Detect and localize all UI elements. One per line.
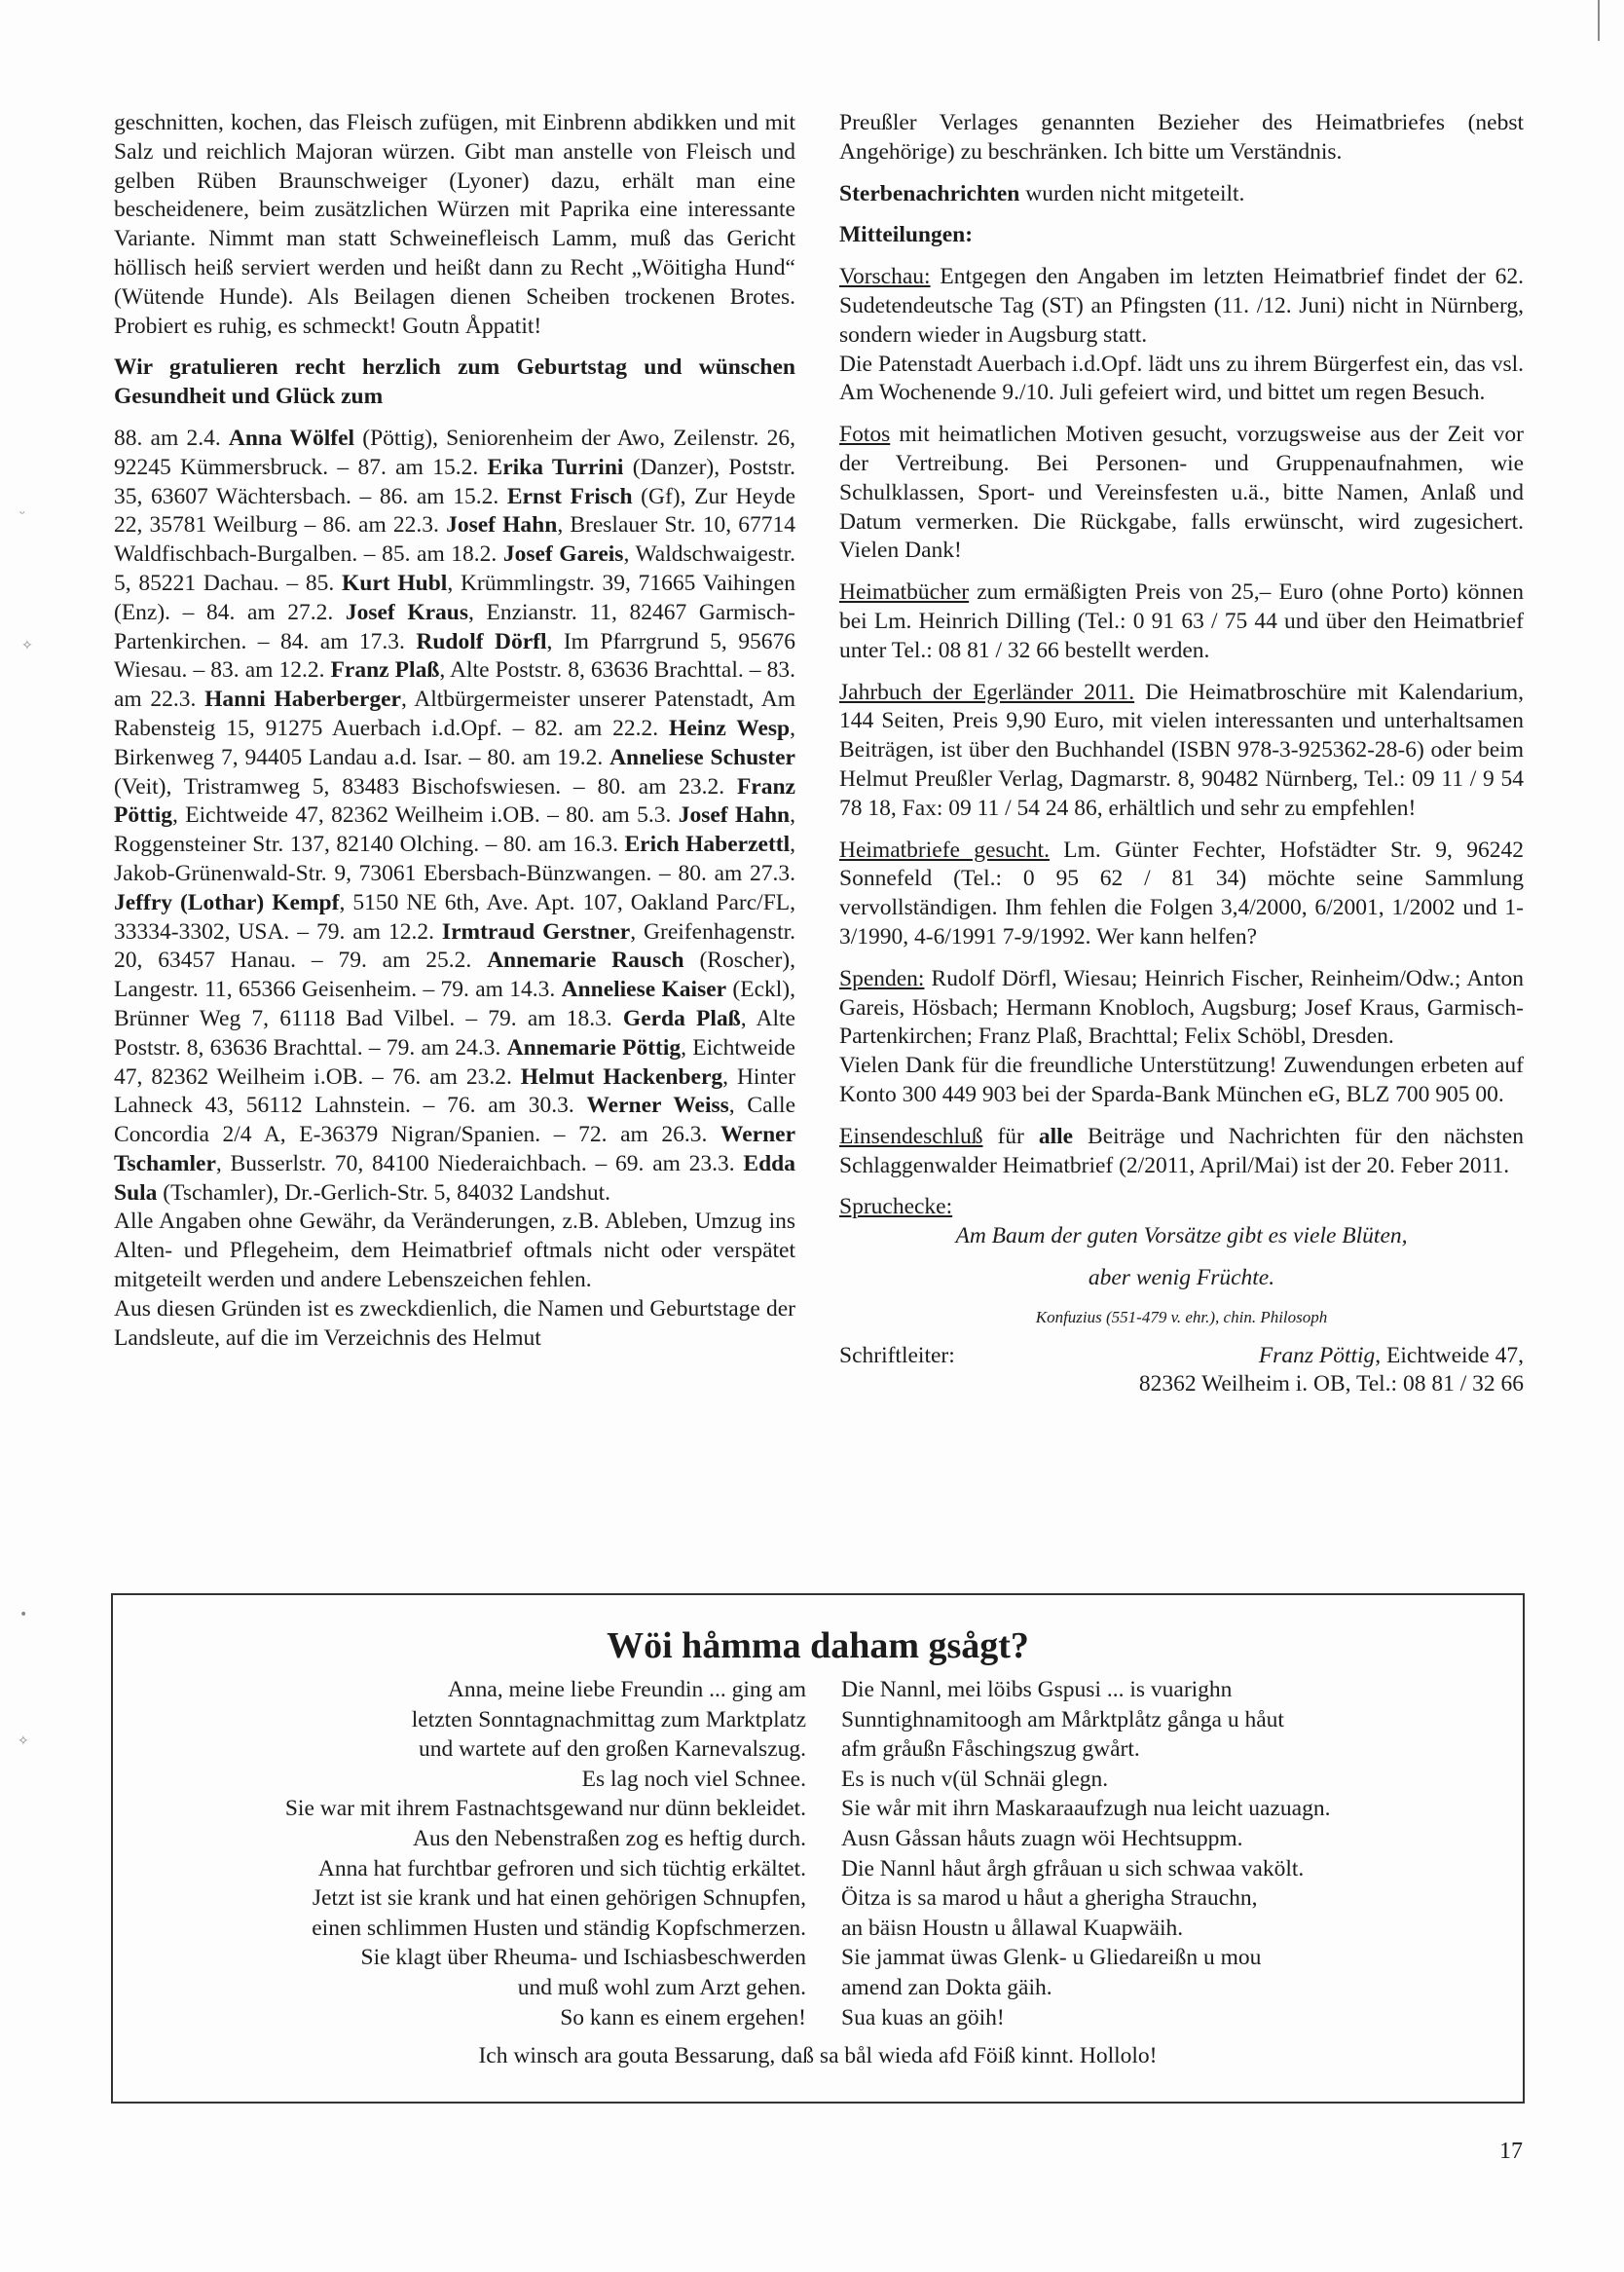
quote-source: Konfuzius (551-479 v. ehr.), chin. Philosoph (1035, 1307, 1328, 1326)
birthday-details-12: , Eichtweide 47, 82362 Weilheim i.OB. – 80. am 5.3. (172, 802, 679, 829)
birthday-details-19: , Alte Poststr. 8, 63636 Brachttal. – 79. am 24.3. (114, 1005, 795, 1061)
preview-paragraph (839, 263, 1524, 350)
dialect-line-8: an bäisn Houstn u ållawal Kuapwäih. (841, 1915, 1184, 1941)
birthday-name-21: Helmut Hackenberg (520, 1063, 723, 1090)
standard-line-0: Anna, meine liebe Freundin ... ging am (447, 1677, 806, 1702)
standard-line-5: Aus den Nebenstraßen zog es heftig durch. (413, 1825, 806, 1851)
birthday-details-24: (Tschamler), Dr.-Gerlich-Str. 5, 84032 Landshut. (157, 1179, 611, 1206)
birthday-details-9: , Altbürgermeister unserer Patenstadt, Am Rabensteig 15, 91275 Auerbach i.d.Opf. – 82. am 22.2. (114, 687, 795, 741)
birthday-name-15: Jeffry (Lothar) Kempf (114, 889, 340, 915)
birthday-name-20: Annemarie Pöttig (506, 1034, 682, 1061)
birthday-name-2: Ernst Frisch (506, 483, 633, 509)
continuation-paragraph: Preußler Verlages genannten Bezieher des Heimatbriefes (nebst Angehörige) zu beschränken. Ich bitte um Verständnis. (839, 110, 1524, 165)
birthday-name-1: Erika Turrini (487, 454, 624, 480)
birthday-name-4: Josef Gareis (502, 541, 624, 568)
quote-line-1: Am Baum der guten Vorsätze gibt es viele Blüten, (955, 1223, 1408, 1249)
birthday-name-7: Rudolf Dörfl (416, 628, 547, 654)
birthday-name-6: Josef Kraus (345, 599, 469, 625)
birthday-details-15: , 5150 NE 6th, Ave. Apt. 107, Oakland Parc/FL, 33334-3302, USA. – 79. am 12.2. (114, 889, 795, 945)
dialect-line-0: Die Nannl, mei löibs Gspusi ... is vuarighn (841, 1677, 1233, 1702)
dialect-line-1: Sunntighnamitoogh am Mårktplåtz gånga u håut (841, 1706, 1284, 1732)
birthday-name-8: Franz Plaß (330, 657, 440, 684)
birthday-name-23: Werner Tschamler (114, 1122, 795, 1176)
scan-edge-mark (1598, 0, 1600, 41)
dialect-line-7: Öitza is sa marod u håut a gherigha Strauchn, (841, 1885, 1258, 1912)
editor-addr-1: , Eichtweide 47, (1375, 1342, 1524, 1368)
scan-mark-2: ✧ (21, 638, 33, 653)
birthday-details-23: , Busserlstr. 70, 84100 Niederaichbach. – 69. am 23.3. (215, 1150, 744, 1176)
birthday-name-5: Kurt Hubl (341, 570, 448, 596)
birthday-name-0: Anna Wölfel (228, 425, 355, 451)
birthday-name-13: Josef Hahn (678, 802, 791, 829)
photos-paragraph (839, 421, 1524, 566)
birthday-name-16: Irmtraud Gerstner (441, 918, 631, 945)
dialect-line-9: Sie jammat üwas Glenk- u Gliedareißn u mou (841, 1945, 1262, 1971)
birthday-name-24: Edda Sula (114, 1150, 795, 1206)
thanks-paragraph: Vielen Dank für die freundliche Unterstützung! Zuwendungen erbeten auf Konto 300 449 903 bei der Sparda-Bank München eG, BLZ 700 905 00. (839, 1053, 1524, 1107)
dialect-line-5: Ausn Gåssan håuts zuagn wöi Hechtsuppm. (841, 1825, 1243, 1851)
deadline-bold: alle (1038, 1123, 1074, 1149)
books-text: zum ermäßigten Preis von 25,– Euro (ohne Porto) können bei Lm. Heinrich Dilling (Tel.: 0 91 63 / 75 44 und über den Heimatbrief unter Tel.: 08 81 / 32 66 bestellt werden. (839, 579, 1524, 663)
dialect-line-4: Sie wår mit ihrn Maskaraaufzugh nua leicht uazuagn. (841, 1796, 1331, 1822)
birthday-heading: Wir gratulieren recht herzlich zum Geburtstag und wünschen Gesundheit und Glück zum (114, 354, 795, 410)
scan-mark-1: ᵕ (19, 506, 25, 522)
birthday-details-17: (Roscher), Langestr. 11, 65366 Geisenheim. – 79. am 14.3. (114, 948, 795, 1003)
yearbook-label: Jahrbuch der Egerländer 2011. (839, 679, 1135, 705)
dialect-line-2: afm gråußn Fåschingszug gwårt. (841, 1736, 1140, 1763)
editor-addr-2: 82362 Weilheim i. OB, Tel.: 08 81 / 32 66 (1138, 1371, 1524, 1397)
recipe-paragraph: geschnitten, kochen, das Fleisch zufügen, mit Einbrenn abdikken und mit Salz und reichlich Majoran würzen. Gibt man anstelle von Fleisch und gelben Rüben Braunschweiger (Lyoner) dazu, erhält man eine bescheidenere, beim zusätzlichen Würzen mit Paprika eine interessante Variante. Nimmt man statt Schweinefleisch Lamm, muß das Gericht höllisch heiß serviert werden und heißt dann zu Recht „Wöitigha Hund“ (Wütende Hunde). Als Beilagen dienen Scheiben trockenen Brotes. Probiert es ruhig, es schmeckt! Goutn Åppatit! (114, 110, 795, 339)
birthday-name-3: Josef Hahn (446, 512, 558, 539)
standard-line-1: letzten Sonntagnachmittag zum Marktplatz (411, 1706, 806, 1732)
editor-block (839, 1342, 1524, 1371)
birthday-name-17: Annemarie Rausch (487, 948, 684, 974)
birthday-details-0: (Pöttig), Seniorenheim der Awo, Zeilenstr. 26, 92245 Kümmersbruck. – 87. am 15.2. (114, 425, 795, 480)
birthday-details-1: (Danzer), Poststr. 35, 63607 Wächtersbach. – 86. am 15.2. (114, 454, 795, 509)
dialect-line-3: Es is nuch v(ül Schnäi glegn. (841, 1766, 1109, 1792)
disclaimer-paragraph: Alle Angaben ohne Gewähr, da Veränderungen, z.B. Ableben, Umzug ins Alten- und Pflegeheim, dem Heimatbrief oftmals nicht oder verspätet mitgeteilt werden und andere Lebenszeichen fehlen. (114, 1209, 795, 1293)
scan-mark-4: ✧ (18, 1733, 29, 1749)
birthday-details-7: , Im Pfarrgrund 5, 95676 Wiesau. – 83. am 12.2. (114, 628, 795, 684)
donations-text: Rudolf Dörfl, Wiesau; Heinrich Fischer, Reinheim/Odw.; Anton Gareis, Hösbach; Hermann Knobloch, Augsburg; Josef Kraus, Garmisch-Partenkirchen; Franz Plaß, Brachttal; Felix Schöbl, Dresden. (839, 965, 1524, 1050)
books-label: Heimatbücher (839, 579, 970, 606)
yearbook-text: Die Heimatbroschüre mit Kalendarium, 144 Seiten, Preis 9,90 Euro, mit vielen interessanten und unterhaltsamen Beiträgen, ist über den Buchhandel (ISBN 978-3-925362-28-6) oder beim Helmut Preußler Verlag, Dagmarstr. 8, 90482 Nürnberg, Tel.: 09 11 / 9 54 78 18, Fax: 09 11 / 54 24 86, erhältlich und sehr zu empfehlen! (839, 679, 1524, 821)
box-title: Wöi håmma daham gsågt? (607, 1625, 1029, 1666)
birthday-name-14: Erich Haberzettl (624, 832, 791, 858)
saying-label: Spruchecke: (839, 1194, 953, 1220)
reason-paragraph: Aus diesen Gründen ist es zweckdienlich, die Namen und Geburtstage der Landsleute, auf die im Verzeichnis des Helmut (114, 1295, 795, 1351)
birthday-details-16: , Greifenhagenstr. 20, 63457 Hanau. – 79. am 25.2. (114, 918, 796, 974)
birthday-name-9: Hanni Haberberger (204, 687, 401, 713)
deadline-mid: für (982, 1123, 1039, 1149)
wanted-text: Lm. Günter Fechter, Hofstädter Str. 9, 96242 Sonnefeld (Tel.: 0 95 62 / 81 34) möchte seine Sammlung vervollständigen. Ihm fehlen die Folgen 3,4/2000, 6/2001, 1/2002 und 1-3/1990, 4-6/1991 7-9/1992. Wer kann helfen? (839, 837, 1524, 950)
deadline-text: Beiträge und Nachrichten für den nächsten Schlaggenwalder Heimatbrief (2/2011, April/Mai) ist der 20. Feber 2011. (839, 1123, 1524, 1178)
photos-label: Fotos (839, 422, 891, 448)
yearbook-paragraph (839, 679, 1524, 824)
deadline-paragraph (839, 1123, 1524, 1181)
death-text: wurden nicht mitgeteilt. (1019, 180, 1245, 206)
wanted-paragraph (839, 837, 1524, 952)
wanted-label: Heimatbriefe gesucht. (839, 837, 1050, 863)
birthday-details-8: , Alte Poststr. 8, 63636 Brachttal. – 83. am 22.3. (114, 657, 795, 713)
birthday-details-10: , Birkenweg 7, 94405 Landau a.d. Isar. – 80. am 19.2. (114, 715, 795, 770)
birthday-details-14: , Jakob-Grünenwald-Str. 9, 73061 Ebersbach-Bünzwangen. – 80. am 27.3. (114, 832, 796, 886)
standard-line-7: Jetzt ist sie krank und hat einen gehörigen Schnupfen, (312, 1885, 806, 1912)
birthday-details-13: , Roggensteiner Str. 137, 82140 Olching. – 80. am 16.3. (114, 802, 795, 858)
editor-name: Franz Pöttig (1258, 1342, 1376, 1368)
editor-label: Schriftleiter: (839, 1342, 955, 1368)
standard-line-4: Sie war mit ihrem Fastnachtsgewand nur dünn bekleidet. (284, 1796, 806, 1822)
preview-label: Vorschau: (839, 264, 931, 290)
standard-line-10: und muß wohl zum Arzt gehen. (517, 1974, 806, 2000)
birthday-details-11: (Veit), Tristramweg 5, 83483 Bischofswiesen. – 80. am 23.2. (114, 773, 737, 800)
dialect-line-10: amend zan Dokta gäih. (841, 1974, 1052, 2000)
scan-mark-3: • (19, 1607, 28, 1622)
standard-line-9: Sie klagt über Rheuma- und Ischiasbeschwerden (360, 1945, 806, 1971)
birthday-details-21: , Hinter Lahneck 43, 56112 Lahnstein. – 76. am 30.3. (114, 1063, 795, 1119)
birthday-details-5: , Krümmlingstr. 39, 71665 Vaihingen (Enz). – 84. am 27.2. (114, 570, 795, 625)
preview-text: Entgegen den Angaben im letzten Heimatbrief findet der 62. Sudetendeutsche Tag (ST) an Pfingsten (11. /12. Juni) nicht in Nürnberg, sondern wieder in Augsburg statt. (839, 264, 1524, 348)
birthday-date-0: 88. am 2.4. (114, 425, 229, 451)
dialect-line-6: Die Nannl håut årgh gfråuan u sich schwaa vakölt. (841, 1855, 1305, 1881)
standard-line-2: und wartete auf den großen Karnevalszug. (418, 1736, 806, 1763)
dialect-line-11: Sua kuas an göih! (841, 2004, 1005, 2030)
birthday-details-6: , Enzianstr. 11, 82467 Garmisch-Partenkirchen. – 84. am 17.3. (114, 599, 796, 654)
photos-text: mit heimatlichen Motiven gesucht, vorzugsweise aus der Zeit vor der Vertreibung. Bei Personen- und Gruppenaufnahmen, wie Schulklassen, Sport- und Vereinsfesten u.ä., bitte Namen, Anlaß und Datum vermerken. Die Rückgabe, falls erwünscht, wird zugesichert. Vielen Dank! (839, 422, 1524, 564)
standard-line-8: einen schlimmen Husten und ständig Kopfschmerzen. (312, 1915, 806, 1941)
birthday-name-10: Heinz Wesp (669, 715, 791, 741)
standard-line-6: Anna hat furchtbar gefroren und sich tüchtig erkältet. (317, 1855, 806, 1881)
birthday-details-2: (Gf), Zur Heyde 22, 35781 Weilburg – 86. am 22.3. (114, 483, 796, 539)
standard-german-text (191, 1675, 806, 2032)
birthday-name-18: Anneliese Kaiser (561, 977, 727, 1003)
death-label: Sterbenachrichten (839, 180, 1020, 206)
box-footer: Ich winsch ara gouta Bessarung, daß sa bål wieda afd Föiß kinnt. Hollolo! (478, 2043, 1158, 2068)
books-paragraph (839, 578, 1524, 665)
birthday-details-20: , Eichtweide 47, 82362 Weilheim i.OB. – 76. am 23.2. (114, 1034, 795, 1090)
birthday-name-22: Werner Weiss (586, 1093, 729, 1119)
saying-section (839, 1193, 1524, 1222)
birthday-details-22: , Calle Concordia 2/4 A, E-36379 Nigran/Spanien. – 72. am 26.3. (114, 1093, 796, 1148)
birthday-name-19: Gerda Plaß (622, 1005, 741, 1031)
birthday-details-4: , Waldschwaigestr. 5, 85221 Dachau. – 85. (114, 541, 795, 596)
right-column (839, 109, 1524, 1399)
donations-paragraph (839, 965, 1524, 1052)
info-heading: Mitteilungen: (839, 222, 974, 248)
donations-label: Spenden: (839, 965, 925, 991)
editor-address (1259, 1342, 1524, 1371)
standard-line-11: So kann es einem ergehen! (560, 2004, 806, 2030)
birthday-name-11: Anneliese Schuster (609, 744, 795, 770)
birthday-list (114, 425, 795, 1209)
deadline-label: Einsendeschluß (839, 1123, 983, 1149)
left-column (114, 109, 795, 1353)
birthday-details-18: (Eckl), Brünner Weg 7, 61118 Bad Vilbel. – 79. am 18.3. (114, 977, 795, 1031)
standard-line-3: Es lag noch viel Schnee. (581, 1766, 806, 1792)
dialect-box (111, 1593, 1525, 2104)
dialect-text (841, 1675, 1464, 2032)
page-number: 17 (1499, 2139, 1523, 2164)
quote-line-2: aber wenig Früchte. (1088, 1264, 1275, 1290)
festival-paragraph: Die Patenstadt Auerbach i.d.Opf. lädt uns zu ihrem Bürgerfest ein, das vsl. Am Wochenende 9./10. Juli gefeiert wird, und bittet um regen Besuch. (839, 351, 1524, 406)
death-notice (839, 180, 1524, 209)
birthday-name-12: Franz Pöttig (114, 773, 795, 829)
birthday-details-3: , Breslauer Str. 10, 67714 Waldfischbach-Burgalben. – 85. am 18.2. (114, 512, 795, 568)
